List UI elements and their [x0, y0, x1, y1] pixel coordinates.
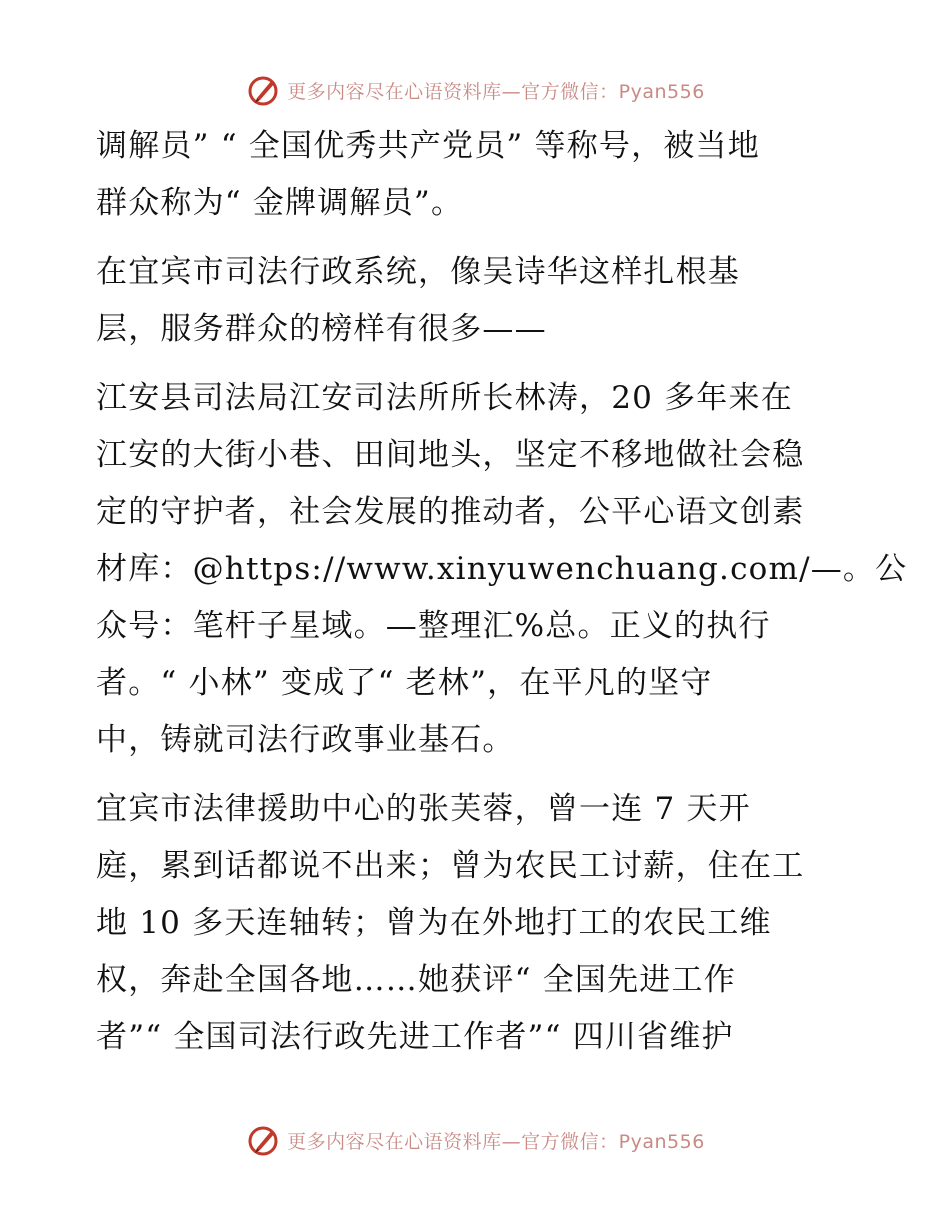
watermark-text: 更多内容尽在心语资料库—官方微信：Pyan556 — [287, 1130, 705, 1153]
text-line: 调解员” “ 全国优秀共产党员” 等称号，被当地 — [96, 128, 760, 164]
text-line: 者”“ 全国司法行政先进工作者”“ 四川省维护 — [96, 1019, 734, 1055]
text-line: 地 10 多天连轴转；曾为在外地打工的农民工维 — [96, 905, 772, 941]
paragraph-3 — [96, 370, 908, 769]
text-line: 定的守护者，社会发展的推动者，公平心语文创素 — [96, 494, 805, 530]
text-line: 者。“ 小林” 变成了“ 老林”，在平凡的坚守 — [96, 665, 713, 701]
text-line: 在宜宾市司法行政系统，像吴诗华这样扎根基 — [96, 254, 740, 290]
header-watermark-banner — [0, 70, 950, 110]
text-line: 群众称为“ 金牌调解员”。 — [96, 185, 464, 221]
paragraph-1 — [96, 118, 866, 232]
text-line: 江安县司法局江安司法所所长林涛，20 多年来在 — [96, 380, 793, 416]
pen-logo-icon — [245, 72, 281, 108]
paragraph-2 — [96, 244, 866, 358]
text-line: 中，铸就司法行政事业基石。 — [96, 722, 515, 758]
paragraph-4 — [96, 781, 866, 1066]
text-line: 庭，累到话都说不出来；曾为农民工讨薪，住在工 — [96, 848, 805, 884]
text-line: 材库：@https://www.xinyuwenchuang.com/—。公 — [96, 551, 908, 587]
text-line: 江安的大街小巷、田间地头，坚定不移地做社会稳 — [96, 437, 805, 473]
text-line: 权，奔赴全国各地……她获评“ 全国先进工作 — [96, 962, 736, 998]
footer-watermark-banner — [0, 1120, 950, 1160]
pen-logo-icon — [245, 1122, 281, 1158]
watermark-text: 更多内容尽在心语资料库—官方微信：Pyan556 — [287, 80, 705, 103]
document-body — [96, 118, 908, 1066]
text-line: 宜宾市法律援助中心的张芙蓉，曾一连 7 天开 — [96, 791, 751, 827]
text-line: 层，服务群众的榜样有很多—— — [96, 311, 547, 347]
text-line: 众号：笔杆子星域。—整理汇%总。正义的执行 — [96, 608, 771, 644]
